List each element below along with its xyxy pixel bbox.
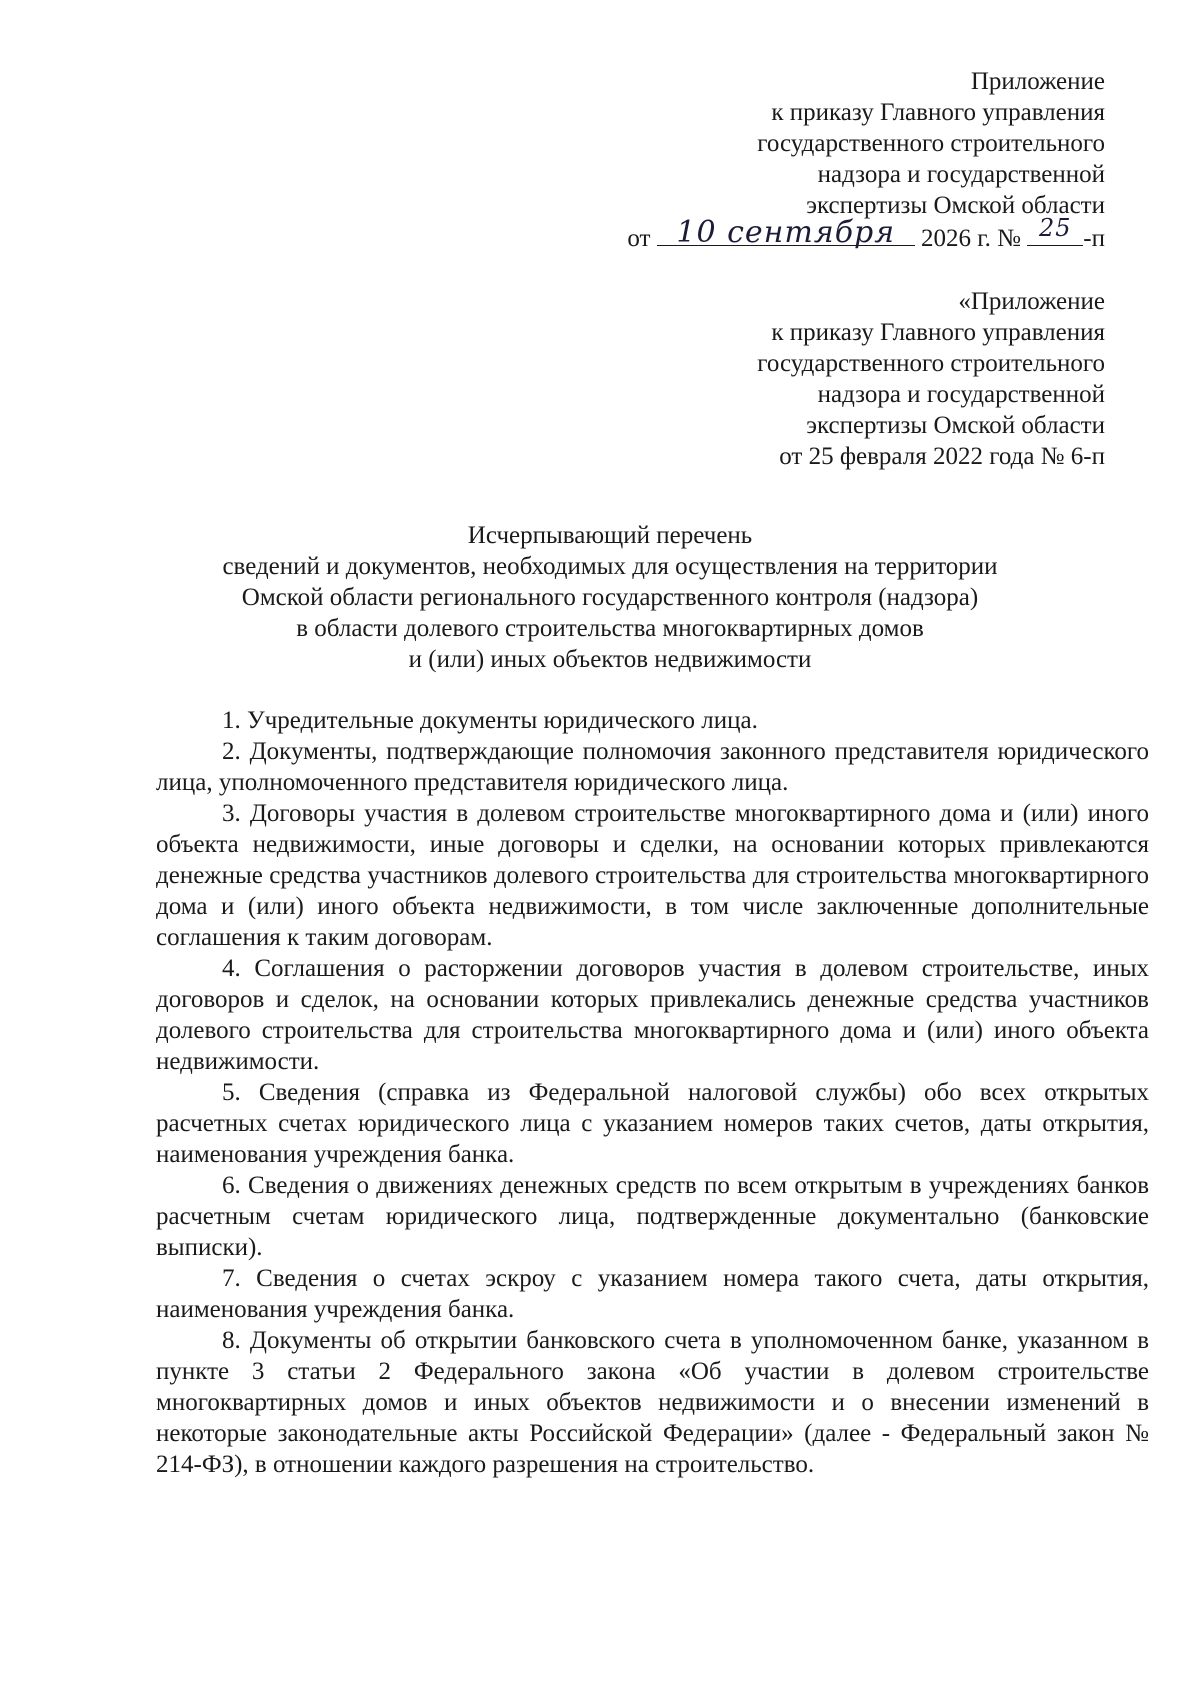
- original-header-line-6: от 25 февраля 2022 года № 6-п: [779, 443, 1105, 470]
- handwritten-date: 10 сентября: [676, 215, 896, 250]
- number-suffix: -п: [1083, 225, 1105, 252]
- date-blank: [657, 215, 915, 250]
- appendix-header: [405, 66, 1105, 254]
- original-header-line-1: «Приложение: [958, 288, 1105, 315]
- list-item-5: 5. Сведения (справка из Федеральной налоговой службы) обо всех открытых расчетных счетах юридического лица с указанием номеров таких счетов, даты открытия, наименования учреждения банка.: [156, 1079, 1149, 1168]
- title-line-4: в области долевого строительства многоквартирных домов: [296, 615, 924, 642]
- list-item-3: 3. Договоры участия в долевом строительстве многоквартирного дома и (или) иного объекта недвижимости, иные договоры и сделки, на основании которых привлекаются денежные средства участников долевого строительства для строительства многоквартирного дома и (или) иного объекта недвижимости, в том числе заключенные дополнительные соглашения к таким договорам.: [156, 800, 1149, 951]
- appendix-header-line-3: государственного строительного: [757, 130, 1105, 157]
- title-line-5: и (или) иных объектов недвижимости: [408, 646, 812, 673]
- original-header-line-3: государственного строительного: [757, 350, 1105, 377]
- title-line-3: Омской области регионального государственного контроля (надзора): [241, 584, 979, 611]
- document-body: [156, 705, 1149, 1480]
- title-line-2: сведений и документов, необходимых для осуществления на территории: [222, 553, 998, 580]
- document-title: [200, 520, 1020, 675]
- title-line-1: Исчерпывающий перечень: [467, 522, 753, 549]
- original-header-line-4: надзора и государственной: [817, 381, 1105, 408]
- original-header-line-2: к приказу Главного управления: [771, 319, 1105, 346]
- list-item-7: 7. Сведения о счетах эскроу с указанием номера такого счета, даты открытия, наименования учреждения банка.: [156, 1265, 1149, 1323]
- number-blank: [1027, 214, 1083, 246]
- original-header-line-5: экспертизы Омской области: [806, 412, 1105, 439]
- appendix-header-line-1: Приложение: [970, 68, 1105, 95]
- list-item-8: 8. Документы об открытии банковского счета в уполномоченном банке, указанном в пункте 3 статьи 2 Федерального закона «Об участии в долевом строительстве многоквартирных домов и иных объектов недвижимости и о внесении изменений в некоторые законодательные акты Российской Федерации» (далее - Федеральный закон № 214-ФЗ), в отношении каждого разрешения на строительство.: [156, 1327, 1149, 1478]
- list-item-6: 6. Сведения о движениях денежных средств по всем открытым в учреждениях банков расчетным счетам юридического лица, подтвержденные документально (банковские выписки).: [156, 1172, 1149, 1261]
- appendix-header-line-2: к приказу Главного управления: [771, 99, 1105, 126]
- date-prefix: от: [627, 225, 651, 252]
- date-year: 2026 г. №: [920, 225, 1022, 252]
- list-item-4: 4. Соглашения о расторжении договоров участия в долевом строительстве, иных договоров и сделок, на основании которых привлекались денежные средства участников долевого строительства для строительства многоквартирного дома и (или) иного объекта недвижимости.: [156, 955, 1149, 1075]
- list-item-2: 2. Документы, подтверждающие полномочия законного представителя юридического лица, уполномоченного представителя юридического лица.: [156, 738, 1149, 796]
- list-item-1: 1. Учредительные документы юридического лица.: [222, 707, 758, 734]
- appendix-header-line-5: экспертизы Омской области: [806, 192, 1105, 219]
- original-appendix-header: [405, 286, 1105, 472]
- appendix-header-line-4: надзора и государственной: [817, 161, 1105, 188]
- order-date-line: [405, 214, 1105, 254]
- handwritten-number: 25: [1039, 214, 1072, 242]
